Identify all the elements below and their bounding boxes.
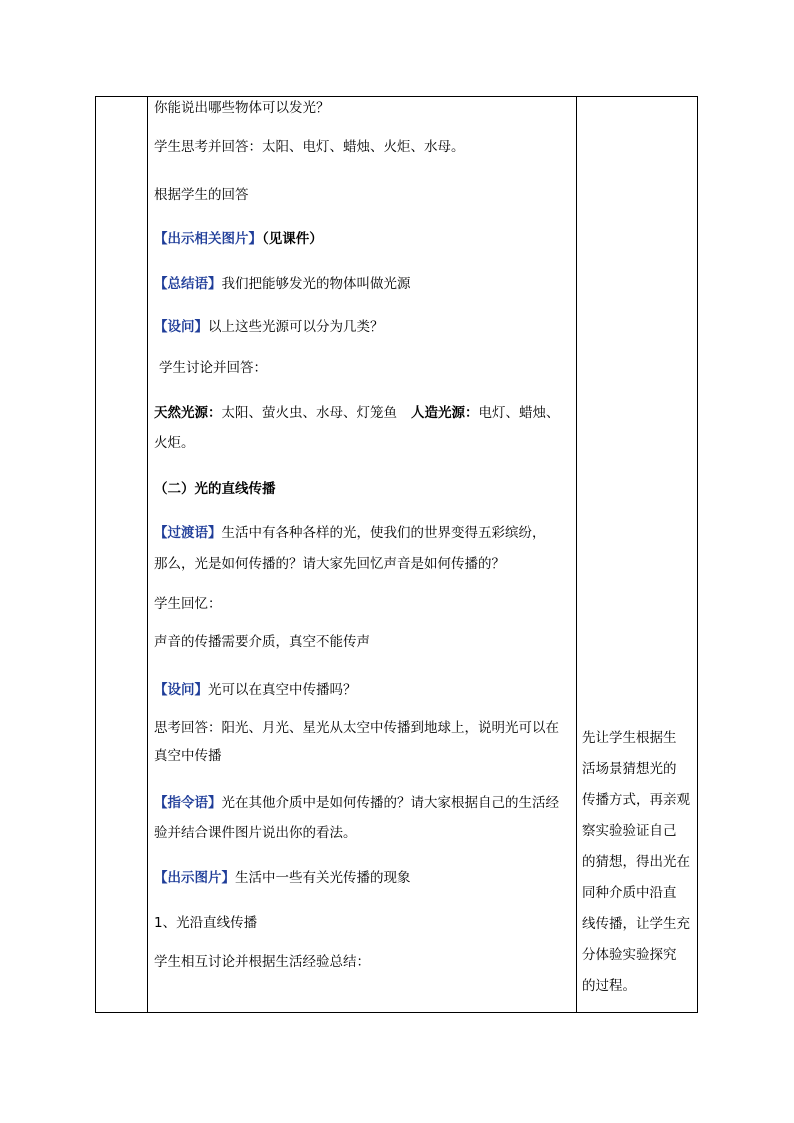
paragraph: 学生思考并回答：太阳、电灯、蜡烛、火炬、水母。 (154, 139, 465, 155)
paragraph: 学生讨论并回答： (159, 360, 267, 376)
side-note-line: 活场景猜想光的 (582, 761, 677, 777)
paragraph: 那么，光是如何传播的？请大家先回忆声音是如何传播的？ (154, 556, 505, 572)
paragraph: 【设问】以上这些光源可以分为几类？ (154, 319, 384, 335)
keyword-label: 【出示图片】 (154, 870, 235, 886)
keyword-label: 【设问】 (154, 682, 208, 698)
paragraph: 真空中传播 (154, 748, 222, 764)
section-heading: （二）光的直线传播 (154, 481, 276, 497)
side-note-line: 传播方式，再亲观 (582, 792, 690, 808)
keyword-label: 【出示相关图片】 (154, 231, 262, 247)
paragraph: 【出示图片】生活中一些有关光传播的现象 (154, 870, 411, 886)
column-divider (147, 97, 148, 1012)
side-note-line: 线传播，让学生充 (582, 916, 690, 932)
side-note-line: 察实验验证自己 (582, 823, 677, 839)
keyword-label: 【设问】 (154, 319, 208, 335)
side-note-line: 的猜想，得出光在 (582, 854, 690, 870)
paragraph: 声音的传播需要介质，真空不能传声 (154, 634, 370, 650)
lesson-table (95, 96, 698, 1013)
natural-light-label: 天然光源： (154, 405, 222, 421)
paragraph: 火炬。 (154, 435, 195, 451)
artificial-light-label: 人造光源： (411, 405, 479, 421)
paragraph: 根据学生的回答 (154, 187, 249, 203)
side-note-line: 分体验实验探究 (582, 947, 677, 963)
paragraph: 你能说出哪些物体可以发光？ (154, 100, 330, 116)
paragraph: 学生回忆： (154, 596, 222, 612)
keyword-label: 【过渡语】 (154, 525, 222, 541)
paragraph: 【过渡语】生活中有各种各样的光，使我们的世界变得五彩缤纷， (154, 525, 546, 541)
paragraph: 学生相互讨论并根据生活经验总结： (154, 954, 370, 970)
paragraph: 天然光源：太阳、萤火虫、水母、灯笼鱼 人造光源：电灯、蜡烛、 (154, 405, 560, 421)
keyword-label: 【指令语】 (154, 795, 222, 811)
paragraph: 1、光沿直线传播 (154, 915, 258, 931)
side-note-line: 的过程。 (582, 978, 636, 994)
side-note-line: 同种介质中沿直 (582, 885, 677, 901)
side-note-line: 先让学生根据生 (582, 730, 677, 746)
column-divider (576, 97, 577, 1012)
keyword-label: 【总结语】 (154, 276, 222, 292)
paragraph: 【设问】光可以在真空中传播吗？ (154, 682, 357, 698)
paragraph: 【总结语】我们把能够发光的物体叫做光源 (154, 276, 411, 292)
paragraph: 【指令语】光在其他介质中是如何传播的？请大家根据自己的生活经 (154, 795, 559, 811)
paragraph: 思考回答：阳光、月光、星光从太空中传播到地球上，说明光可以在 (154, 720, 559, 736)
paragraph: 验并结合课件图片说出你的看法。 (154, 825, 357, 841)
paragraph: 【出示相关图片】（见课件） (154, 231, 323, 247)
